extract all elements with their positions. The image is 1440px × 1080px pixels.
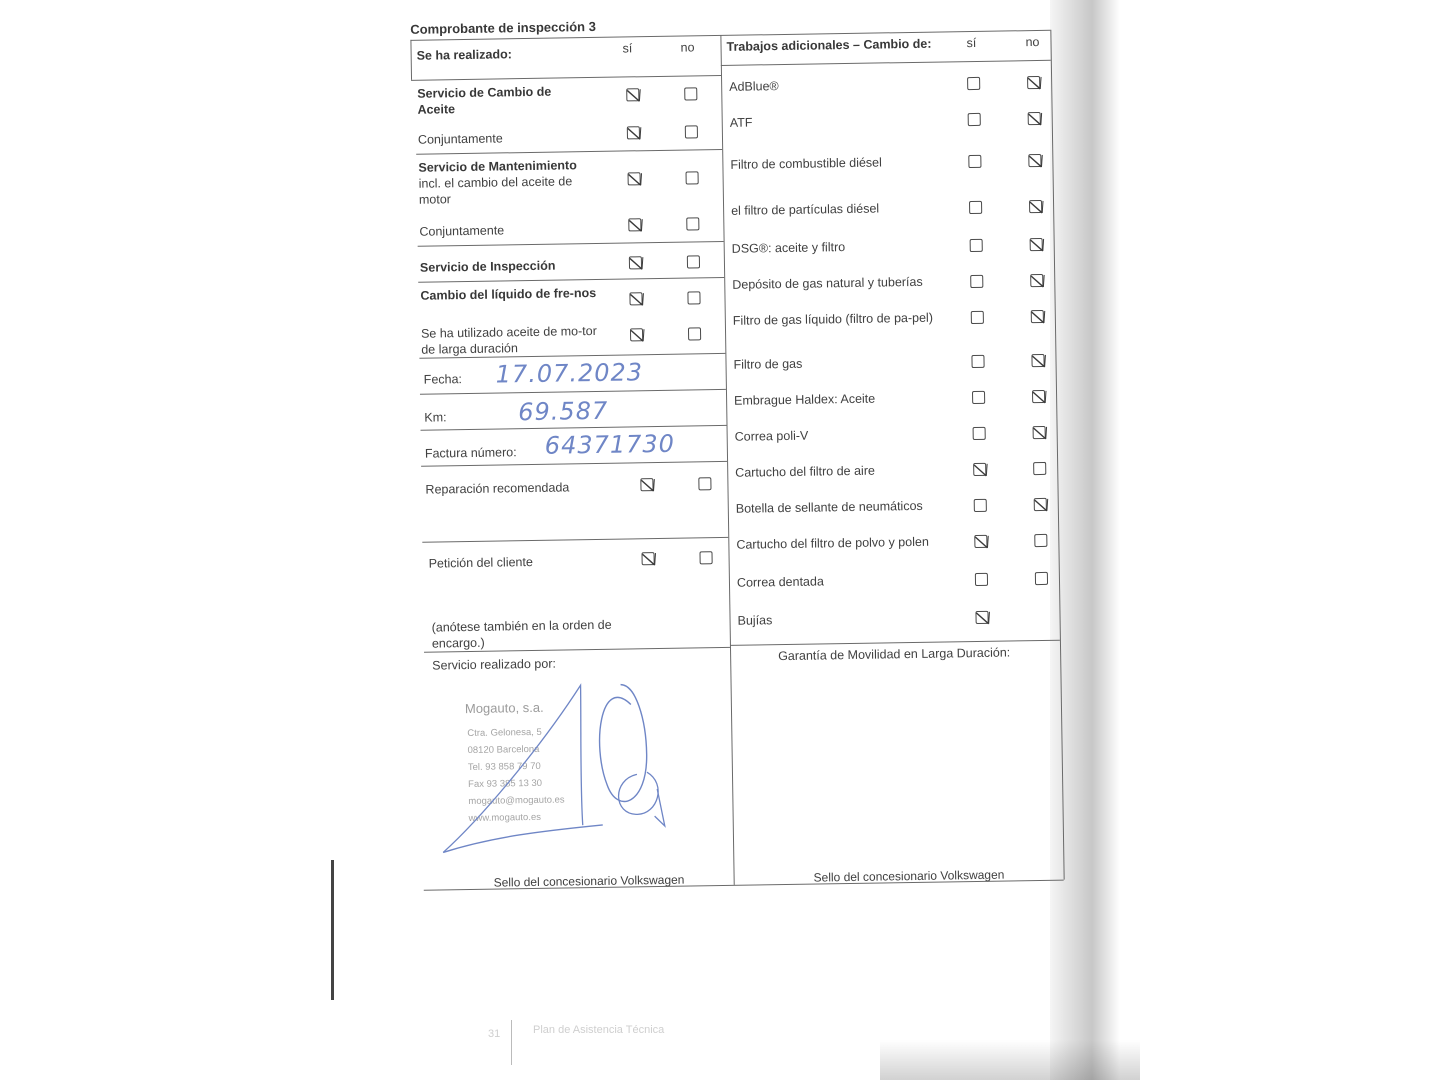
row-divider <box>422 537 728 543</box>
check-mark-icon <box>626 125 643 142</box>
peticion-si-checkbox[interactable] <box>641 552 654 565</box>
check-mark-icon <box>1026 75 1043 92</box>
factura-label: Factura número: <box>424 445 517 461</box>
check-mark-icon <box>1031 389 1048 406</box>
right-row-4-no-checkbox[interactable] <box>1030 238 1043 251</box>
right-row-12-si-checkbox[interactable] <box>974 535 987 548</box>
right-row-label: Cartucho del filtro de aire <box>735 463 875 480</box>
row-divider <box>418 277 724 283</box>
right-row-label: el filtro de partículas diésel <box>731 201 880 218</box>
check-mark-icon <box>628 255 645 272</box>
right-row-14-si-checkbox[interactable] <box>975 611 988 624</box>
left-row-6-no-checkbox[interactable] <box>688 327 701 340</box>
right-row-label: Filtro de gas líquido (filtro de pa-pel) <box>732 310 934 328</box>
right-row-1-no-checkbox[interactable] <box>1028 112 1041 125</box>
left-row-label: Servicio de Cambio de Aceite <box>417 84 552 117</box>
stamp-line: www.mogauto.es <box>468 811 542 825</box>
left-row-5-no-checkbox[interactable] <box>687 291 700 304</box>
right-row-label: AdBlue® <box>729 79 779 94</box>
left-sello-label: Sello del concesionario Volkswagen <box>493 872 685 890</box>
right-row-10-si-checkbox[interactable] <box>973 463 986 476</box>
fecha-label: Fecha: <box>423 372 463 387</box>
stamp-line: Ctra. Gelonesa, 5 <box>467 726 542 740</box>
left-row-6-si-checkbox[interactable] <box>630 328 643 341</box>
reparacion-label: Reparación recomendada <box>425 480 570 497</box>
factura-value: 64371730 <box>544 429 676 460</box>
right-row-11-no-checkbox[interactable] <box>1034 498 1047 511</box>
left-row-label: Cambio del líquido de fre-nos <box>420 285 597 303</box>
stamp-dealer-name: Mogauto, s.a. <box>464 699 544 717</box>
stamp-line: Tel. 93 858 79 70 <box>467 760 541 774</box>
row-divider <box>421 425 727 431</box>
check-mark-icon <box>1030 353 1047 370</box>
servicio-label: Servicio realizado por: <box>432 656 557 673</box>
left-row-2-no-checkbox[interactable] <box>686 171 699 184</box>
right-row-13-no-checkbox[interactable] <box>1035 572 1048 585</box>
right-row-7-si-checkbox[interactable] <box>971 355 984 368</box>
row-divider <box>416 149 722 155</box>
row-divider <box>421 461 727 467</box>
right-row-9-no-checkbox[interactable] <box>1033 426 1046 439</box>
check-mark-icon <box>1029 273 1046 290</box>
paper-bottom-shadow <box>880 1040 1140 1080</box>
right-row-0-si-checkbox[interactable] <box>967 77 980 90</box>
left-row-3-no-checkbox[interactable] <box>686 217 699 230</box>
km-label: Km: <box>424 410 447 425</box>
right-row-label: Correa poli-V <box>734 428 809 444</box>
right-header: Trabajos adicionales – Cambio de: <box>726 36 932 54</box>
peticion-note: (anótese también en la orden de encargo.) <box>431 617 612 651</box>
right-row-9-si-checkbox[interactable] <box>973 427 986 440</box>
reparacion-no-checkbox[interactable] <box>698 477 711 490</box>
scan-edge-mark <box>331 860 334 1000</box>
right-row-5-si-checkbox[interactable] <box>970 275 983 288</box>
fecha-value: 17.07.2023 <box>495 358 644 389</box>
left-row-0-si-checkbox[interactable] <box>626 88 639 101</box>
left-row-label: Se ha utilizado aceite de mo-tor de larga duración <box>420 323 597 357</box>
check-mark-icon <box>1027 111 1044 128</box>
stamp-line: Fax 93 385 13 30 <box>468 777 543 791</box>
stamp-line: mogauto@mogauto.es <box>468 794 565 808</box>
left-no-header: no <box>680 40 695 55</box>
left-row-5-si-checkbox[interactable] <box>629 292 642 305</box>
right-row-4-si-checkbox[interactable] <box>970 239 983 252</box>
check-mark-icon <box>1033 497 1050 514</box>
check-mark-icon <box>629 327 646 344</box>
right-row-10-no-checkbox[interactable] <box>1033 462 1046 475</box>
left-row-label: incl. el cambio del aceite de motor <box>418 174 573 207</box>
right-row-label: ATF <box>729 115 753 130</box>
right-row-label: Embrague Haldex: Aceite <box>734 391 876 408</box>
right-row-3-si-checkbox[interactable] <box>969 201 982 214</box>
right-row-2-no-checkbox[interactable] <box>1028 154 1041 167</box>
left-yes-header: sí <box>622 41 633 56</box>
right-row-12-no-checkbox[interactable] <box>1034 534 1047 547</box>
check-mark-icon <box>625 87 642 104</box>
peticion-no-checkbox[interactable] <box>699 551 712 564</box>
check-mark-icon <box>639 477 656 494</box>
right-header-bottom <box>721 60 1051 66</box>
check-mark-icon <box>640 551 657 568</box>
check-mark-icon <box>1030 309 1047 326</box>
row-divider <box>420 389 726 395</box>
right-no-header: no <box>1025 34 1040 50</box>
right-row-8-si-checkbox[interactable] <box>972 391 985 404</box>
right-row-label: Cartucho del filtro de polvo y polen <box>736 534 929 552</box>
km-value: 69.587 <box>518 396 609 427</box>
right-row-label: Correa dentada <box>736 574 824 590</box>
check-mark-icon <box>974 610 991 627</box>
row-divider <box>730 640 1060 646</box>
right-row-11-si-checkbox[interactable] <box>974 499 987 512</box>
signature <box>430 664 693 868</box>
right-row-1-si-checkbox[interactable] <box>968 113 981 126</box>
left-header-bottom <box>411 75 721 81</box>
right-row-13-si-checkbox[interactable] <box>975 573 988 586</box>
left-row-0-no-checkbox[interactable] <box>684 87 697 100</box>
footer-text: Plan de Asistencia Técnica <box>533 1024 665 1036</box>
check-mark-icon <box>1028 199 1045 216</box>
right-row-6-no-checkbox[interactable] <box>1031 310 1044 323</box>
left-row-2-si-checkbox[interactable] <box>628 172 641 185</box>
left-row-4-no-checkbox[interactable] <box>687 255 700 268</box>
check-mark-icon <box>1032 425 1049 442</box>
right-row-label: Bujías <box>737 613 773 628</box>
left-border <box>410 40 412 80</box>
right-yes-header: sí <box>966 35 977 51</box>
left-header: Se ha realizado: <box>416 47 512 63</box>
footer-divider <box>511 1020 512 1065</box>
check-mark-icon <box>627 171 644 188</box>
row-divider <box>418 241 724 247</box>
left-row-4-si-checkbox[interactable] <box>629 256 642 269</box>
left-row-label-bold: Servicio de Mantenimiento <box>418 158 577 175</box>
right-row-7-no-checkbox[interactable] <box>1031 354 1044 367</box>
left-row-label: Servicio de Inspección <box>419 258 556 275</box>
right-row-3-no-checkbox[interactable] <box>1029 200 1042 213</box>
left-row-label: Conjuntamente <box>419 223 505 239</box>
footer-page-number: 31 <box>488 1028 501 1040</box>
garantia-label: Garantía de Movilidad en Larga Duración: <box>778 645 1011 664</box>
left-row-1-si-checkbox[interactable] <box>627 126 640 139</box>
check-mark-icon <box>973 534 990 551</box>
reparacion-si-checkbox[interactable] <box>640 478 653 491</box>
left-row-3-si-checkbox[interactable] <box>628 218 641 231</box>
right-row-5-no-checkbox[interactable] <box>1030 274 1043 287</box>
check-mark-icon <box>1029 237 1046 254</box>
right-row-2-si-checkbox[interactable] <box>968 155 981 168</box>
stamp-line: 08120 Barcelona <box>467 743 540 757</box>
right-row-label: Filtro de combustible diésel <box>730 155 882 172</box>
right-row-label: Depósito de gas natural y tuberías <box>732 274 923 292</box>
right-row-label: DSG®: aceite y filtro <box>731 240 846 256</box>
check-mark-icon <box>1027 153 1044 170</box>
right-row-0-no-checkbox[interactable] <box>1027 76 1040 89</box>
right-row-label: Filtro de gas <box>733 356 803 372</box>
left-row-label: Conjuntamente <box>417 131 503 147</box>
right-row-8-no-checkbox[interactable] <box>1032 390 1045 403</box>
check-mark-icon <box>627 217 644 234</box>
right-sello-label: Sello del concesionario Volkswagen <box>813 867 1005 885</box>
check-mark-icon <box>972 462 989 479</box>
check-mark-icon <box>628 291 645 308</box>
peticion-label: Petición del cliente <box>428 554 533 571</box>
left-row-1-no-checkbox[interactable] <box>685 125 698 138</box>
form-title: Comprobante de inspección 3 <box>410 18 596 37</box>
right-row-6-si-checkbox[interactable] <box>971 311 984 324</box>
inspection-form <box>400 3 1114 914</box>
right-row-label: Botella de sellante de neumáticos <box>735 498 923 516</box>
right-border <box>1050 30 1064 880</box>
